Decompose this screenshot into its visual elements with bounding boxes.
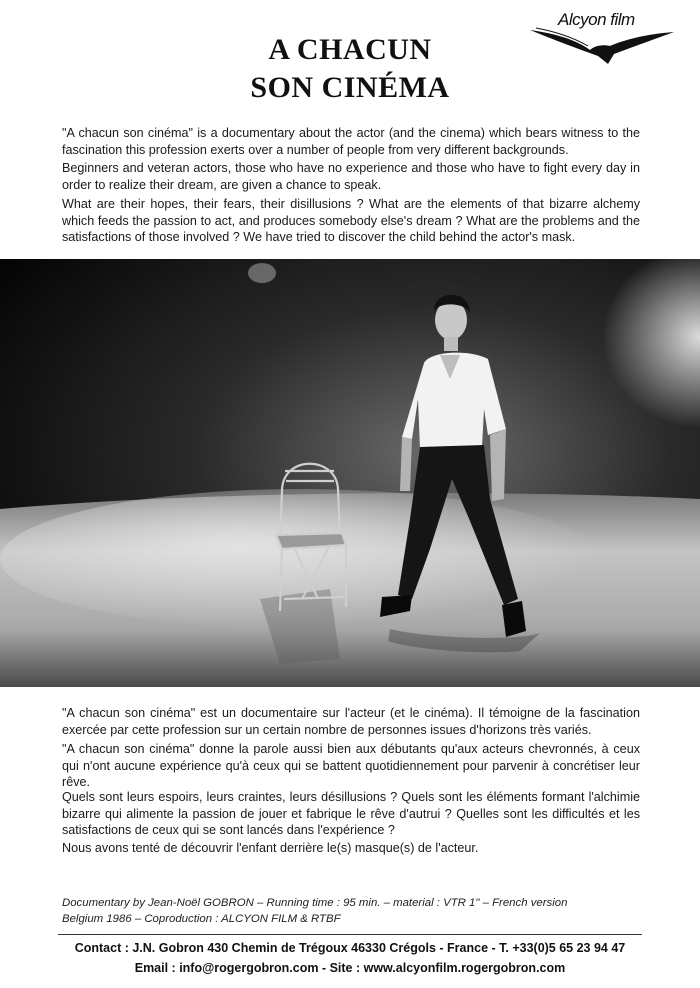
french-paragraph-4: Nous avons tenté de découvrir l'enfant derrière le(s) masque(s) de l'acteur. bbox=[62, 841, 479, 855]
credits-line-2: Belgium 1986 – Coproduction : ALCYON FILM & RTBF bbox=[62, 913, 341, 925]
footer-divider bbox=[58, 934, 642, 935]
page-title-line-1: A CHACUN bbox=[268, 33, 432, 66]
email-site-line: Email : info@rogergobron.com - Site : www.alcyonfilm.rogergobron.com bbox=[134, 961, 566, 975]
logo-text: Alcyon film bbox=[558, 10, 635, 29]
page-title-line-2: SON CINÉMA bbox=[250, 71, 450, 104]
french-paragraph-3: Quels sont leurs espoirs, leurs craintes, leurs désillusions ? Quels sont les éléments formant l'alchimie bizarre qui alimente la passion de jouer et fabrique le rêve d'autrui ? Quelles sont les difficultés et les satisfactions de ceux qui se sont lancés dans l'expérience ? bbox=[62, 790, 640, 837]
english-paragraph-1: "A chacun son cinéma" is a documentary about the actor (and the cinema) which bears witness to the fascination this profession exerts over a number of people from very different backgrounds. bbox=[62, 126, 640, 157]
contact-line: Contact : J.N. Gobron 430 Chemin de Trégoux 46330 Crégols - France - T. +33(0)5 65 23 94 47 bbox=[74, 941, 626, 955]
english-paragraph-2: Beginners and veteran actors, those who have no experience and those who have to fight every day in order to realize their dream, are given a chance to speak. bbox=[62, 161, 640, 192]
french-paragraph-2: "A chacun son cinéma" donne la parole aussi bien aux débutants qu'aux acteurs chevronnés, à ceux qui n'ont aucune expérience qu'à ceux qui se battent quotidiennement pour parvenir à concrétiser leur rêve. bbox=[62, 742, 640, 789]
english-paragraph-3: What are their hopes, their fears, their disillusions ? What are the elements of that bizarre alchemy which feeds the passion to act, and produces somebody else's dream ? What are the problems and the satisfactions of those involved ? We have tried to discover the child behind the actor's mask. bbox=[62, 197, 640, 244]
french-paragraph-1: "A chacun son cinéma" est un documentaire sur l'acteur (et le cinéma). Il témoigne de la fascination exercée par cette profession sur un certain nombre de personnes issues d'horizons très variés. bbox=[62, 706, 640, 737]
actor-with-chair-photo bbox=[0, 259, 700, 687]
credits-line-1: Documentary by Jean-Noël GOBRON – Running time : 95 min. – material : VTR 1" – French version bbox=[62, 897, 568, 909]
